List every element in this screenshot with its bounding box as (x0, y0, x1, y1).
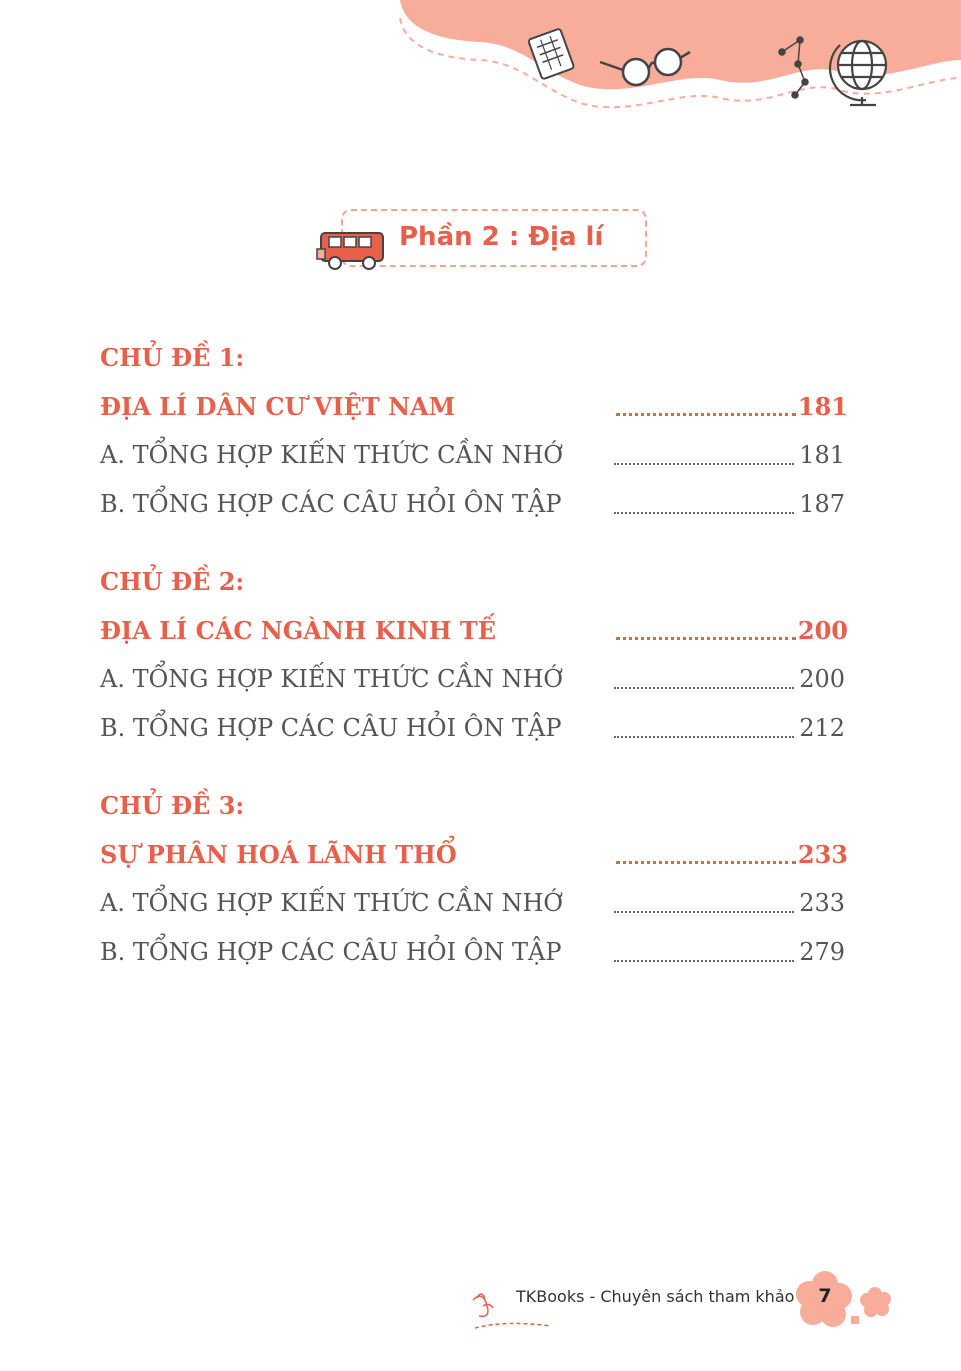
toc-entry[interactable] (100, 881, 860, 930)
chapter-page-number: 200 (797, 616, 848, 645)
toc-entry[interactable] (100, 482, 860, 531)
dot-leader (614, 435, 794, 465)
entry-page-number: 212 (799, 714, 845, 742)
dot-leader (616, 834, 796, 864)
dot-leader (616, 610, 796, 640)
chapter-label-row (100, 783, 860, 832)
dot-leader (614, 659, 794, 689)
dot-leader (614, 708, 794, 738)
chapter-title-row[interactable] (100, 832, 860, 881)
chapter-label: CHỦ ĐỀ 2: (100, 567, 245, 596)
dot-leader (614, 932, 794, 962)
entry-title: B. TỔNG HỢP CÁC CÂU HỎI ÔN TẬP (100, 490, 562, 518)
dot-leader (614, 484, 794, 514)
chapter-label: CHỦ ĐỀ 1: (100, 343, 245, 372)
toc-chapter-2 (100, 559, 860, 755)
section-banner (315, 205, 655, 275)
entry-page-number: 279 (799, 938, 845, 966)
entry-title: A. TỔNG HỢP KIẾN THỨC CẦN NHỚ (100, 889, 564, 917)
page-footer (465, 1270, 905, 1340)
entry-title: B. TỔNG HỢP CÁC CÂU HỎI ÔN TẬP (100, 714, 562, 742)
chapter-label-row (100, 335, 860, 384)
publisher-text: TKBooks - Chuyên sách tham khảo (516, 1287, 795, 1306)
chapter-page-number: 181 (797, 392, 848, 421)
toc-chapter-1 (100, 335, 860, 531)
chapter-page-number: 233 (797, 840, 848, 869)
page-number: 7 (818, 1285, 832, 1307)
toc-entry[interactable] (100, 930, 860, 979)
section-title: Phần 2 : Địa lí (399, 222, 604, 252)
entry-page-number: 187 (799, 490, 845, 518)
chapter-title: SỰ PHÂN HOÁ LÃNH THỔ (100, 840, 457, 869)
entry-title: B. TỔNG HỢP CÁC CÂU HỎI ÔN TẬP (100, 938, 562, 966)
entry-page-number: 200 (799, 665, 845, 693)
toc-entry[interactable] (100, 657, 860, 706)
dot-leader (616, 386, 796, 416)
toc-entry[interactable] (100, 433, 860, 482)
flower-icon (793, 1270, 893, 1332)
bus-icon (315, 225, 387, 275)
dot-leader (614, 883, 794, 913)
entry-title: A. TỔNG HỢP KIẾN THỨC CẦN NHỚ (100, 665, 564, 693)
chapter-title: ĐỊA LÍ CÁC NGÀNH KINH TẾ (100, 616, 497, 645)
chapter-title: ĐỊA LÍ DÂN CƯ VIỆT NAM (100, 392, 456, 421)
chapter-title-row[interactable] (100, 608, 860, 657)
chapter-title-row[interactable] (100, 384, 860, 433)
chapter-label-row (100, 559, 860, 608)
entry-title: A. TỔNG HỢP KIẾN THỨC CẦN NHỚ (100, 441, 564, 469)
chapter-label: CHỦ ĐỀ 3: (100, 791, 245, 820)
toc-entry[interactable] (100, 706, 860, 755)
table-of-contents (100, 335, 860, 1007)
header-decoration (0, 0, 961, 130)
toc-chapter-3 (100, 783, 860, 979)
entry-page-number: 233 (799, 889, 845, 917)
entry-page-number: 181 (799, 441, 845, 469)
